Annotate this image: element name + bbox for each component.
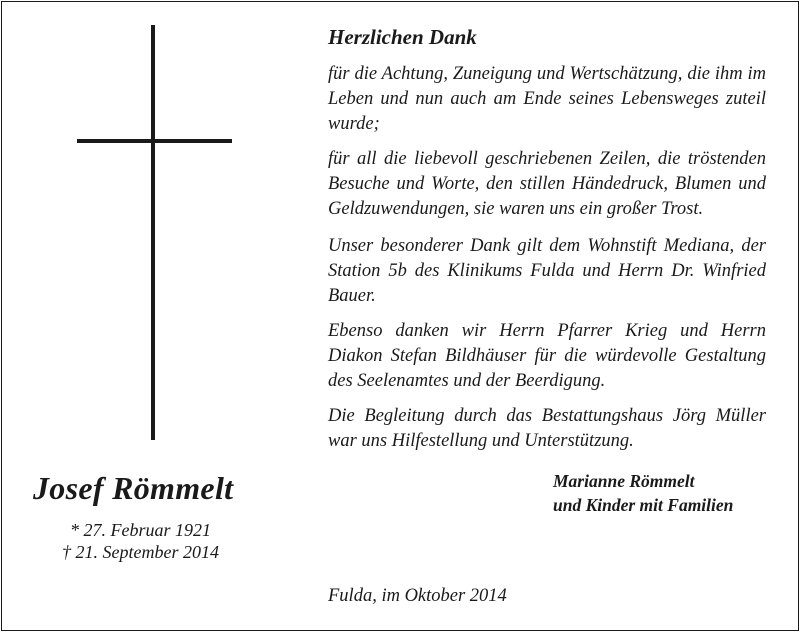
deceased-name: Josef Römmelt — [33, 470, 234, 506]
place-and-date: Fulda, im Oktober 2014 — [328, 586, 507, 606]
thanks-heading: Herzlichen Dank — [328, 25, 477, 49]
life-dates — [33, 519, 248, 563]
signature-line: Marianne Römmelt — [553, 471, 695, 491]
birth-date: * 27. Februar 1921 — [70, 520, 211, 540]
thanks-text-column — [328, 24, 766, 464]
thanks-paragraph: für die Achtung, Zuneigung und Wertschätzung, die ihm im Leben und nun auch am Ende seines Lebensweges zuteil wurde; — [328, 64, 766, 134]
family-signature — [553, 469, 733, 517]
thanks-paragraph: Ebenso danken wir Herrn Pfarrer Krieg und Herrn Diakon Stefan Bildhäuser für die würdevolle Gestaltung des Seelenamtes und der Beerdigung. — [328, 321, 766, 391]
thanks-paragraph: für all die liebevoll geschriebenen Zeilen, die tröstenden Besuche und Worte, den stillen Händedruck, Blumen und Geldzuwendungen, sie waren uns ein großer Trost. — [328, 149, 766, 219]
thanks-paragraph: Die Begleitung durch das Bestattungshaus Jörg Müller war uns Hilfestellung und Unterstützung. — [328, 406, 766, 451]
death-date: † 21. September 2014 — [62, 542, 219, 562]
signature-line: und Kinder mit Familien — [553, 495, 734, 515]
cross-vertical-bar — [151, 25, 155, 440]
thanks-paragraph: Unser besonderer Dank gilt dem Wohnstift Mediana, der Station 5b des Klinikums Fulda und Herrn Dr. Winfried Bauer. — [328, 236, 766, 306]
cross-horizontal-bar — [77, 139, 232, 143]
